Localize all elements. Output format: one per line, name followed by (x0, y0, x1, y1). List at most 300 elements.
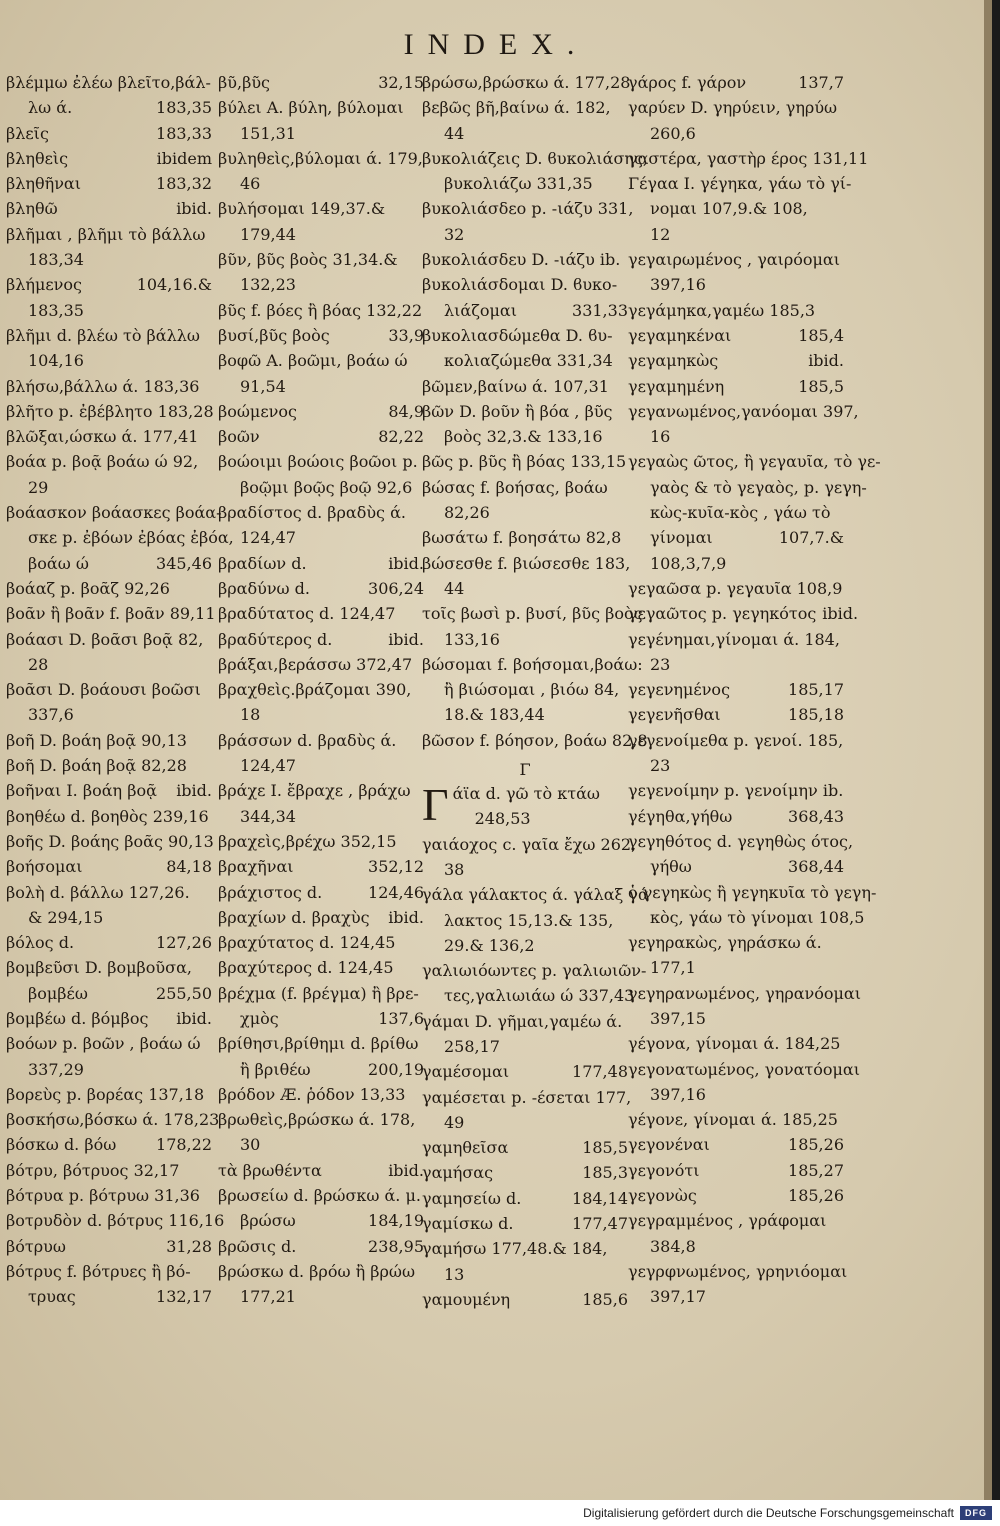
entry-term: βραχεὶς,βρέχω 352,15 (218, 831, 397, 851)
entry-term: βυκολιάσδευ D. -ιάζυ ib. (422, 250, 621, 270)
entry-term: βοῷμι βοῷς βοῷ 92,6 (240, 477, 413, 497)
index-entry (6, 1006, 212, 1031)
entry-term: γαμέσεται p. -έσεται 177, (422, 1087, 632, 1107)
entry-term: 18 (240, 705, 261, 725)
entry-term: γαμησείω d. (422, 1188, 522, 1208)
entry-term: γεγηρανωμένος, γηρανόομαι (628, 983, 861, 1003)
index-entry (218, 576, 424, 601)
index-entry (628, 1183, 844, 1208)
index-entry (628, 981, 861, 1006)
index-entry (422, 1236, 628, 1261)
entry-reference: 137,7 (798, 73, 844, 92)
entry-term: βραδύτερος d. (218, 629, 333, 649)
index-entry (422, 348, 628, 373)
index-entry (218, 121, 424, 146)
entry-term: βλήμενος (6, 275, 82, 295)
index-entry (628, 1132, 844, 1157)
entry-term: γεγαῶτος p. γεγηκότος (628, 604, 817, 624)
entry-term: γεγένημαι,γίνομαι ά. 184, (628, 629, 840, 649)
index-entry (6, 601, 216, 626)
index-entry (628, 601, 859, 626)
index-entry (218, 146, 424, 171)
index-entry (6, 880, 212, 905)
page-edge (984, 0, 992, 1500)
entry-term: βυκολιάσδεο p. -ιάζυ 331, (422, 199, 634, 219)
entry-reference: ibid. (822, 604, 859, 624)
index-entry (218, 955, 424, 980)
entry-reference: 184,19 (368, 1211, 424, 1231)
index-entry (218, 70, 424, 95)
index-entry (628, 348, 844, 373)
entry-reference: 185,6 (582, 1289, 628, 1309)
entry-term: κολιαζώμεθα 331,34 (444, 351, 613, 371)
index-entry (628, 247, 844, 272)
index-entry (6, 146, 212, 171)
entry-term: βῶσον f. βόησον, βοάω 82,8 (422, 730, 648, 750)
entry-term: λω ά. (28, 98, 73, 118)
index-entry (628, 778, 844, 803)
entry-term: γέγονα, γίνομαι ά. 184,25 (628, 1034, 841, 1054)
entry-reference: ibid. (388, 1160, 424, 1180)
entry-term: 23 (650, 654, 671, 674)
index-entry (6, 1057, 212, 1082)
entry-reference: 33,9 (388, 325, 424, 345)
beta-entries (422, 70, 648, 753)
entry-term: 337,6 (28, 705, 74, 725)
entry-term: βοάω ώ (28, 553, 89, 573)
entry-reference: 306,24 (368, 578, 424, 598)
index-entry (218, 930, 424, 955)
entry-term: 397,15 (650, 1008, 706, 1028)
entry-term: βότρυω (6, 1236, 66, 1256)
entry-term: 16 (650, 427, 671, 447)
entry-term: βοῶν (218, 427, 260, 447)
index-entry (422, 1085, 632, 1110)
entry-reference: 183,33 (156, 123, 212, 143)
entry-term: γεγονέναι (628, 1135, 710, 1155)
index-entry (628, 95, 844, 120)
index-entry (218, 829, 424, 854)
entry-term: γεγαμηκὼς (628, 351, 719, 371)
index-entry (628, 829, 854, 854)
entry-term: βολὴ d. βάλλω 127,26. (6, 882, 190, 902)
entry-term: βρώσω,βρώσκω ά. 177,28 (422, 73, 631, 92)
entry-term: 30 (240, 1135, 261, 1155)
entry-term: 23 (650, 756, 671, 776)
index-entry (422, 475, 628, 500)
index-entry (218, 399, 424, 424)
index-entry (628, 323, 844, 348)
entry-reference: ibid. (176, 781, 212, 801)
index-entry (628, 500, 844, 525)
index-entry (6, 1107, 220, 1132)
entry-term: γαμήσας (422, 1163, 494, 1183)
entry-term: γέγονε, γίνομαι ά. 185,25 (628, 1110, 838, 1130)
entry-reference: ibid. (808, 351, 844, 371)
index-column-1 (6, 70, 234, 1310)
entry-term: βρόδον Æ. ῥόδον 13,33 (218, 1084, 406, 1104)
index-entry (628, 930, 844, 955)
entry-term: βοηθέω d. βοηθὸς 239,16 (6, 806, 209, 826)
index-entry (422, 525, 628, 550)
index-entry (422, 374, 628, 399)
dfg-logo: DFG (960, 1506, 992, 1520)
entry-reference: 31,28 (166, 1236, 212, 1256)
entry-term: βράξαι,βεράσσω 372,47 (218, 654, 413, 674)
entry-term: βῦ,βῦς (218, 73, 270, 92)
index-entry (218, 1132, 424, 1157)
entry-term: βότρυς f. βότρυες ἢ βό- (6, 1261, 191, 1281)
index-entry (6, 753, 212, 778)
index-entry (218, 1031, 424, 1056)
index-entry (6, 551, 212, 576)
entry-term: & 294,15 (28, 907, 104, 927)
index-entry (6, 449, 212, 474)
index-entry (628, 1057, 860, 1082)
index-entry (218, 272, 424, 297)
entry-term: βρίθησι,βρίθημι d. βρίθω (218, 1034, 419, 1054)
entry-term: γεγάμηκα,γαμέω 185,3 (628, 300, 816, 320)
index-entry (218, 728, 424, 753)
index-entry (628, 652, 844, 677)
index-entry (628, 753, 844, 778)
entry-term: βομβέω (28, 983, 88, 1003)
index-entry (6, 272, 212, 297)
entry-term: 124,47 (240, 528, 296, 548)
index-entry (6, 399, 212, 424)
index-entry (422, 551, 631, 576)
entry-term: γεγαιρωμένος , γαιρόομαι (628, 250, 840, 270)
entry-reference: 185,17 (788, 680, 844, 700)
index-entry (422, 399, 628, 424)
index-entry (422, 601, 643, 626)
entry-term: γεγονότι (628, 1160, 700, 1180)
index-entry (218, 171, 424, 196)
index-entry (628, 374, 844, 399)
entry-term: βλῆτο p. ἐβέβλητο 183,28 (6, 401, 214, 421)
index-entry (628, 1031, 844, 1056)
index-entry (218, 298, 424, 323)
entry-term: γεγαὼς ῶτος, ἢ γεγαυῖα, τὸ γε- (628, 452, 881, 472)
entry-term: γαμίσκω d. (422, 1214, 514, 1234)
entry-term: ὁ γεγηκὼς ἢ γεγηκυῖα τὸ γεγη- (628, 882, 877, 902)
entry-term: βώσεσθε f. βιώσεσθε 183, (422, 553, 631, 573)
index-entry (628, 728, 844, 753)
index-entry (6, 854, 212, 879)
entry-term: βρώσω (240, 1211, 296, 1231)
entry-term: βοτρυδὸν d. βότρυς 116,16 (6, 1211, 225, 1231)
entry-reference: 185,27 (788, 1160, 844, 1180)
index-entry (422, 702, 628, 727)
entry-term: 344,34 (240, 806, 296, 826)
entry-term: βώσας f. βοήσας, βοάω (422, 477, 608, 497)
index-entry (422, 1160, 628, 1185)
entry-reference: 124,46 (368, 882, 424, 902)
index-entry (6, 196, 212, 221)
index-entry (218, 424, 424, 449)
entry-term: βότρυ, βότρυος 32,17 (6, 1160, 180, 1180)
index-entry (628, 298, 844, 323)
entry-term: βοσκήσω,βόσκω ά. 178,23 (6, 1110, 220, 1130)
entry-term: βότρυα p. βότρυω 31,36 (6, 1186, 200, 1206)
index-entry (628, 1208, 844, 1233)
index-entry (218, 1183, 424, 1208)
entry-term: γαὸς & τὸ γεγαὸς, p. γεγη- (650, 477, 867, 497)
entry-term: βοῆ D. βοάη βοᾷ 82,28 (6, 756, 187, 776)
index-entry (218, 1006, 424, 1031)
index-entry (422, 958, 647, 983)
entry-term: 177,21 (240, 1287, 296, 1307)
entry-term: βώσομαι f. βοήσομαι,βοάω: (422, 654, 643, 674)
index-entry (422, 882, 649, 907)
entry-reference: 185,5 (582, 1138, 628, 1158)
entry-term: βρωθεὶς,βρώσκω ά. 178, (218, 1110, 416, 1130)
entry-term: 337,29 (28, 1059, 84, 1079)
index-entry (6, 905, 212, 930)
index-entry (422, 652, 643, 677)
entry-term: γεγρφνωμένος, γρηνιόομαι (628, 1261, 848, 1281)
index-entry (6, 298, 212, 323)
index-entry (628, 551, 844, 576)
index-entry (218, 1107, 424, 1132)
entry-term: γεγενοίμεθα p. γενοί. 185, (628, 730, 844, 750)
entry-term: 46 (240, 174, 261, 194)
entry-reference: 255,50 (156, 983, 212, 1003)
entry-term: γεγονὼς (628, 1186, 697, 1206)
index-entry (6, 829, 212, 854)
index-entry (218, 804, 424, 829)
index-entry (6, 1234, 212, 1259)
index-entry (422, 1059, 628, 1084)
entry-term: βοάασι D. βοᾶσι βοᾷ 82, (6, 629, 204, 649)
entry-term: βραχύτερος d. 124,45 (218, 958, 394, 978)
entry-term: βεβῶς βῆ,βαίνω ά. 182, (422, 98, 611, 118)
index-entry (422, 908, 628, 933)
index-entry (422, 1009, 628, 1034)
entry-term: βυκολιασδώμεθα D. ϐυ- (422, 325, 613, 345)
entry-term: βυλήσομαι 149,37.& (218, 199, 386, 219)
entry-reference: 84,9 (388, 401, 424, 421)
index-entry (628, 854, 844, 879)
index-entry (6, 652, 212, 677)
entry-reference: 183,32 (156, 174, 212, 194)
entry-reference: 352,12 (368, 857, 424, 877)
index-entry (218, 702, 424, 727)
entry-term: βραδίων d. (218, 553, 307, 573)
index-entry (422, 222, 628, 247)
entry-term: βρωσείω d. βρώσκω ά. μ. (218, 1186, 421, 1206)
entry-term: γεγαμηκέναι (628, 325, 732, 345)
index-entry (422, 121, 628, 146)
index-entry (628, 880, 877, 905)
index-entry (218, 1208, 424, 1233)
entry-term: 44 (444, 123, 465, 143)
gamma-section-header: Γ (519, 760, 531, 780)
index-entry (218, 196, 424, 221)
index-entry (422, 857, 628, 882)
entry-term: 13 (444, 1264, 465, 1284)
index-entry (628, 475, 867, 500)
entry-term: βυκολιάζεις D. ϐυκολιάσης, (422, 148, 648, 168)
entry-term: βοὸς 32,3.& 133,16 (444, 427, 603, 447)
index-entry (422, 146, 648, 171)
index-entry (628, 702, 844, 727)
index-entry (6, 121, 212, 146)
index-entry (453, 781, 628, 806)
index-entry (218, 247, 424, 272)
entry-term: βυληθεὶς,βύλομαι ά. 179, (218, 148, 423, 168)
entry-term: 108,3,7,9 (650, 553, 727, 573)
entry-term: βοώοιμι βοώοις βοῶοι p. (218, 452, 418, 472)
index-entry (422, 1211, 628, 1236)
entry-reference: 127,26 (156, 933, 212, 953)
entry-term: γεγενῆσθαι (628, 705, 721, 725)
index-entry (218, 854, 424, 879)
entry-term: βῦν, βῦς βοὸς 31,34.& (218, 250, 398, 270)
index-entry (218, 1284, 424, 1309)
index-entry (628, 449, 881, 474)
entry-term: βωσάτω f. βοησάτω 82,8 (422, 528, 622, 548)
index-entry (218, 551, 424, 576)
entry-term: βόλος d. (6, 933, 75, 953)
entry-term: βληθῶ (6, 199, 58, 219)
entry-reference: ibid. (176, 199, 212, 219)
entry-reference: ibid. (176, 1008, 212, 1028)
index-entry (6, 247, 212, 272)
entry-reference: 184,14 (572, 1188, 628, 1208)
entry-term: τὰ βρωθέντα (218, 1160, 322, 1180)
entry-term: λιάζομαι (444, 300, 517, 320)
entry-term: 104,16 (28, 351, 84, 371)
index-entry (218, 449, 424, 474)
entry-term: βλήσω,βάλλω ά. 183,36 (6, 376, 200, 396)
index-entry (628, 677, 844, 702)
entry-term: γαστέρα, γαστὴρ έρος 131,11 (628, 148, 869, 168)
entry-reference: 84,18 (166, 857, 212, 877)
index-entry (6, 1259, 212, 1284)
entry-reference: 331,33 (572, 300, 628, 320)
entry-reference: 368,44 (788, 857, 844, 877)
index-entry (628, 1006, 844, 1031)
entry-term: βρώσκω d. βρόω ἢ βρώω (218, 1261, 416, 1281)
index-column-4 (628, 70, 881, 1310)
entry-reference: 185,3 (582, 1163, 628, 1183)
entry-term: 12 (650, 224, 671, 244)
index-entry (628, 525, 844, 550)
index-entry (628, 70, 844, 95)
entry-term: βοόων p. βοῶν , βοάω ώ (6, 1034, 201, 1054)
index-entry (6, 955, 212, 980)
index-entry (218, 753, 424, 778)
entry-term: γεγανωμένος,γανόομαι 397, (628, 401, 859, 421)
entry-term: γήθω (650, 857, 692, 877)
index-entry (6, 1132, 212, 1157)
index-entry (6, 70, 212, 95)
entry-term: 29 (28, 477, 49, 497)
entry-term: 248,53 (474, 809, 531, 829)
entry-term: βῦς f. βόες ἢ βόας 132,22 (218, 300, 423, 320)
entry-reference: 345,46 (156, 553, 212, 573)
entry-term: βράχε I. ἔβραχε , βράχω (218, 781, 411, 801)
index-entry (218, 1082, 424, 1107)
index-entry (218, 1259, 424, 1284)
footer-text: Digitalisierung gefördert durch die Deutsche Forschungsgemeinschaft (583, 1506, 954, 1520)
entry-term: λακτος 15,13.& 135, (444, 910, 614, 930)
entry-term: βλεῖς (6, 123, 49, 143)
entry-term: βομβέω d. βόμβος (6, 1008, 149, 1028)
entry-reference: 177,48 (572, 1062, 628, 1082)
index-entry (422, 298, 628, 323)
index-entry (422, 832, 637, 857)
entry-term: βλῶξαι,ώσκω ά. 177,41 (6, 427, 199, 447)
gamma-dropcap: Γ (422, 779, 449, 831)
index-entry (6, 171, 212, 196)
entry-term: 124,47 (240, 756, 296, 776)
index-column-3 (422, 70, 649, 1312)
index-entry (6, 500, 222, 525)
entry-reference: 185,5 (798, 376, 844, 396)
page-header: INDEX. (403, 28, 589, 61)
entry-reference: 183,35 (156, 98, 212, 118)
entry-term: 49 (444, 1112, 465, 1132)
entry-reference: 200,19 (368, 1059, 424, 1079)
entry-term: 397,16 (650, 1084, 706, 1104)
entry-term: Γέγαα I. γέγηκα, γάω τὸ γί- (628, 174, 852, 194)
index-entry (628, 1284, 844, 1309)
index-entry (218, 222, 424, 247)
index-entry (6, 475, 212, 500)
index-entry (6, 525, 234, 550)
index-entry (422, 449, 628, 474)
entry-term: βῶμεν,βαίνω ά. 107,31 (422, 376, 609, 396)
entry-term: βλῆμαι , βλῆμι τὸ βάλλω (6, 224, 206, 244)
index-entry (422, 1287, 628, 1312)
entry-term: 38 (444, 859, 465, 879)
index-entry (628, 171, 852, 196)
entry-term: 18.& 183,44 (444, 705, 545, 725)
entry-term: σκε p. ἐβόων ἐβόας ἐβόα, (28, 528, 234, 548)
entry-term: γίνομαι (650, 528, 713, 548)
entry-term: γεγονατωμένος, γονατόομαι (628, 1059, 860, 1079)
entry-term: βοάαζ p. βοᾶζ 92,26 (6, 578, 170, 598)
entry-term: γαρύεν D. γηρύειν, γηρύω (628, 98, 838, 118)
index-entry (422, 627, 628, 652)
entry-term: γεγραμμένος , γράφομαι (628, 1211, 827, 1231)
index-entry (422, 1135, 628, 1160)
index-entry (218, 981, 424, 1006)
entry-term: βομβεῦσι D. βομβοῦσα, (6, 958, 192, 978)
entry-term: 177,1 (650, 958, 696, 978)
index-entry (218, 475, 424, 500)
entry-term: γεγαῶσα p. γεγαυῖα 108,9 (628, 578, 843, 598)
entry-reference: 137,6 (378, 1008, 424, 1028)
entry-term: 183,34 (28, 250, 84, 270)
entry-term: βοῆς D. βοάης βοᾶς 90,13 (6, 831, 214, 851)
entry-term: ἢ βιώσομαι , βιόω 84, (444, 680, 620, 700)
entry-term: βρῶσις d. (218, 1236, 297, 1256)
entry-term: 183,35 (28, 300, 84, 320)
entry-term: βλέμμω ἐλέω βλεῖτο,βάλ- (6, 73, 211, 92)
index-entry (6, 677, 212, 702)
entry-term: βορεὺς p. βορέας 137,18 (6, 1084, 205, 1104)
index-entry (6, 424, 212, 449)
index-entry (628, 399, 859, 424)
entry-term: 397,17 (650, 1287, 706, 1307)
entry-term: βλῆμι d. βλέω τὸ βάλλω (6, 325, 200, 345)
entry-term: γεγηρακὼς, γηράσκω ά. (628, 933, 822, 953)
entry-reference: 178,22 (156, 1135, 212, 1155)
index-entry (422, 1262, 628, 1287)
